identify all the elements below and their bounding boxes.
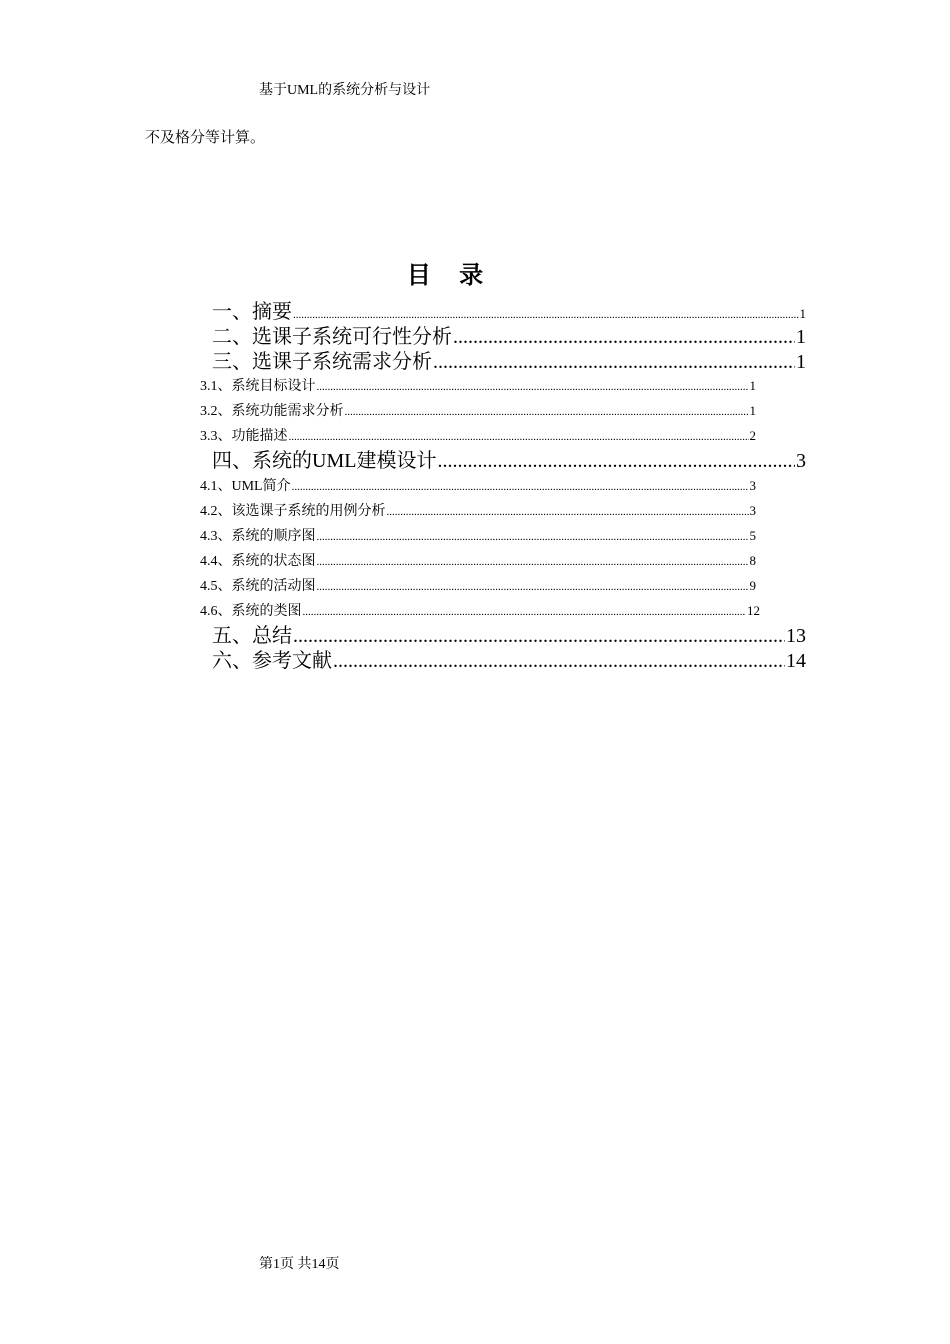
toc-entry[interactable] — [212, 649, 806, 673]
toc-entry-page: 1 — [749, 378, 756, 393]
toc-entry-page: 9 — [749, 578, 756, 593]
toc-entry-page: 1 — [799, 306, 806, 321]
toc-entry-page: 13 — [786, 625, 806, 647]
toc-dot-leader — [293, 624, 785, 648]
toc-entry-page: 1 — [796, 326, 806, 348]
page-footer: 第1页 共14页 — [259, 1257, 340, 1272]
toc-entry-label: 4.3、系统的顺序图 — [200, 529, 316, 544]
toc-entry[interactable] — [200, 402, 756, 421]
toc-entry-page: 12 — [747, 603, 760, 618]
toc-entry-label: 4.2、该选课子系统的用例分析 — [200, 504, 386, 519]
toc-entry-page: 1 — [796, 351, 806, 373]
toc-dot-leader — [453, 325, 795, 349]
toc-entry-label: 一、摘要 — [212, 301, 292, 323]
toc-entry-label: 4.5、系统的活动图 — [200, 579, 316, 594]
toc-entry-label: 四、系统的UML建模设计 — [212, 450, 437, 472]
toc-entry[interactable] — [212, 325, 806, 349]
toc-entry-page: 1 — [749, 403, 756, 418]
toc-dot-leader — [289, 428, 749, 446]
toc-dot-leader — [317, 528, 749, 546]
toc-title: 目 录 — [406, 261, 494, 289]
toc-entry[interactable] — [200, 427, 756, 446]
toc-dot-leader — [292, 478, 749, 496]
toc-entry[interactable] — [200, 577, 756, 596]
toc-entry-label: 二、选课子系统可行性分析 — [212, 326, 452, 348]
toc-entry-page: 3 — [749, 503, 756, 518]
toc-dot-leader — [293, 303, 799, 327]
toc-entry-page: 3 — [749, 478, 756, 493]
toc-entry-page: 8 — [749, 553, 756, 568]
toc-entry-label: 六、参考文献 — [212, 650, 332, 672]
toc-entry-label: 五、总结 — [212, 625, 292, 647]
toc-entry[interactable] — [212, 350, 806, 374]
toc-entry[interactable] — [200, 377, 756, 396]
toc-entry[interactable] — [200, 477, 756, 496]
toc-entry[interactable] — [200, 602, 760, 621]
toc-dot-leader — [303, 603, 747, 621]
toc-entry[interactable] — [200, 527, 756, 546]
toc-entry-label: 3.2、系统功能需求分析 — [200, 404, 344, 419]
toc-entry-label: 4.4、系统的状态图 — [200, 554, 316, 569]
toc-entry-label: 3.3、功能描述 — [200, 429, 288, 444]
toc-entry[interactable] — [200, 502, 756, 521]
running-header: 基于UML的系统分析与设计 — [259, 83, 431, 98]
toc-entry-label: 3.1、系统目标设计 — [200, 379, 316, 394]
toc-dot-leader — [433, 350, 795, 374]
toc-entry-label: 三、选课子系统需求分析 — [212, 351, 432, 373]
toc-entry-page: 14 — [786, 650, 806, 672]
toc-entry[interactable] — [212, 624, 806, 648]
toc-entry[interactable] — [212, 449, 806, 473]
toc-entry[interactable] — [200, 552, 756, 571]
toc-entry[interactable] — [212, 300, 806, 327]
toc-dot-leader — [345, 403, 749, 421]
toc-entry-label: 4.1、UML简介 — [200, 479, 291, 494]
toc-entry-page: 5 — [749, 528, 756, 543]
toc-dot-leader — [437, 449, 795, 473]
toc-entry-page: 3 — [796, 450, 806, 472]
toc-dot-leader — [317, 578, 749, 596]
toc-dot-leader — [317, 378, 749, 396]
toc-entry-page: 2 — [749, 428, 756, 443]
toc-dot-leader — [333, 649, 785, 673]
toc-dot-leader — [317, 553, 749, 571]
toc-dot-leader — [387, 503, 749, 521]
toc-entry-label: 4.6、系统的类图 — [200, 604, 302, 619]
carryover-paragraph: 不及格分等计算。 — [145, 130, 266, 146]
